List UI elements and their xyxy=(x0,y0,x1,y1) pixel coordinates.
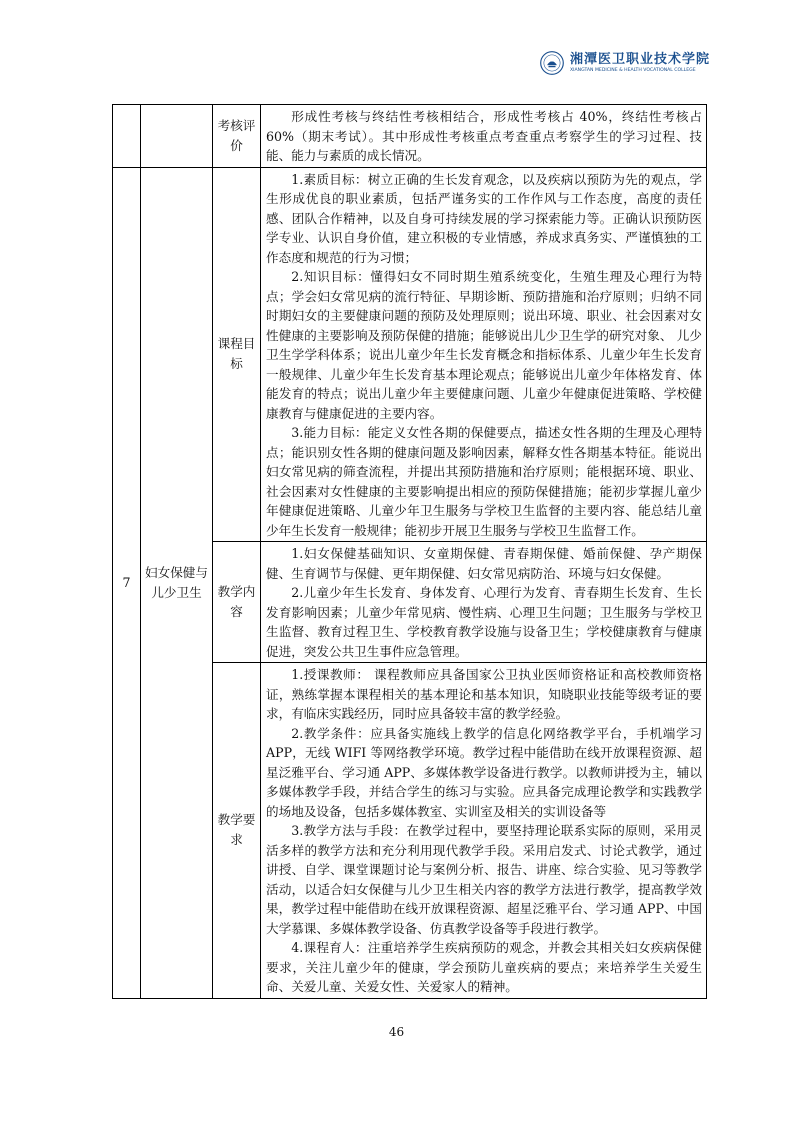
content-paragraph: 1.妇女保健基础知识、女童期保健、青春期保健、婚前保健、孕产期保健、生育调节与保健、更年期保健、妇女常见病防治、环境与妇女保健。 xyxy=(266,546,702,581)
requirements-label: 教学要求 xyxy=(213,663,261,999)
logo-english-name: XIANGTAN MEDICINE & HEALTH VOCATIONAL COLLEGE xyxy=(569,67,696,73)
course-number: 7 xyxy=(113,167,141,998)
objective-paragraph: 2.知识目标：懂得妇女不同时期生殖系统变化，生殖生理及心理行为特点；学会妇女常见病的流行特征、早期诊断、预防措施和治疗原则；归纳不同时期妇女的主要健康问题的预防及处理原则；说出环境、职业、社会因素对女性健康的主要影响及预防保健的措施；能够说出儿少卫生学的研究对象、 儿少卫生学学科体系；说出儿童少年生长发育概念和指标体系、儿童少年生长发育一般规律、儿童少年生长发育基本理论观点；能够说出儿童少年体格发育、体能发育的特点；说出儿童少年主要健康问题、儿童少年健康促进策略、学校健康教育与健康促进的主要内容。 xyxy=(266,269,702,421)
course-cell-empty xyxy=(141,105,213,168)
college-seal-icon xyxy=(540,46,564,80)
logo-chinese-name: 湘潭医卫职业技术学院 xyxy=(569,51,710,67)
requirement-paragraph: 3.教学方法与手段：在教学过程中，要坚持理论联系实际的原则，采用灵活多样的教学方法和充分利用现代教学手段。采用启发式、讨论式教学，通过讲授、自学、课堂课题讨论与案例分析、报告、讲座、综合实验、见习等教学活动，以适合妇女保健与儿少卫生相关内容的教学方法进行教学，提高教学效果，教学过程中能借助在线开放课程资源、超星泛雅平台、学习通 APP、中国大学慕课、多媒体教学设备、仿真教学设备等手段进行教学。 xyxy=(266,823,702,936)
assessment-label: 考核评价 xyxy=(213,105,261,168)
requirement-paragraph: 2.教学条件：应具备实施线上教学的信息化网络教学平台，手机端学习 APP，无线 WIFI 等网络教学环境。教学过程中能借助在线开放课程资源、超星泛雅平台、学习通 APP、多媒体教学设备进行教学。以教师讲授为主，辅以多媒体教学手段，并结合学生的练习与实验。应具备完成理论教学和实践教学的场地及设备，包括多媒体教室、实训室及相关的实训设备等 xyxy=(266,725,702,819)
course-table xyxy=(112,104,707,999)
college-logo xyxy=(540,44,710,82)
objectives-row xyxy=(113,167,707,542)
requirement-paragraph: 1.授课教师： 课程教师应具备国家公卫执业医师资格证和高校教师资格证，熟练掌握本课程相关的基本理论和基本知识，知晓职业技能等级考证的要求，有临床实践经历，同时应具备较丰富的教学经验。 xyxy=(266,667,702,721)
assessment-text: 形成性考核与终结性考核相结合，形成性考核占 40%，终结性考核占 60%（期末考试）。其中形成性考核重点考查重点考察学生的学习过程、技能、能力与素质的成长情况。 xyxy=(266,109,702,163)
assessment-content xyxy=(261,105,707,168)
number-cell-empty xyxy=(113,105,141,168)
objectives-content xyxy=(261,167,707,542)
objective-paragraph: 3.能力目标：能定义女性各期的保健要点，描述女性各期的生理及心理特点；能识别女性各期的健康问题及影响因素，解释女性各期基本特征。能说出妇女常见病的筛查流程，并提出其预防措施和治疗原则；能根据环境、职业、社会因素对女性健康的主要影响提出相应的预防保健措施；能初步掌握儿童少年健康促进策略、儿童少年卫生服务与学校卫生监督的主要内容、能总结儿童少年生长发育一般规律；能初步开展卫生服务与学校卫生监督工作。 xyxy=(266,425,702,538)
page-number: 46 xyxy=(388,1025,405,1039)
content-paragraph: 2.儿童少年生长发育、身体发育、心理行为发育、青春期生长发育、生长发育影响因素；儿童少年常见病、慢性病、心理卫生问题；卫生服务与学校卫生监督、教育过程卫生、学校教育教学设施与设备卫生；学校健康教育与健康促进，突发公共卫生事件应急管理。 xyxy=(266,585,702,659)
course-name: 妇女保健与儿少卫生 xyxy=(141,167,213,998)
content-content xyxy=(261,542,707,663)
content-label: 教学内容 xyxy=(213,542,261,663)
requirement-paragraph: 4.课程育人：注重培养学生疾病预防的观念，并教会其相关妇女疾病保健要求，关注儿童少年的健康，学会预防儿童疾病的要点；来培养学生关爱生命、关爱儿童、关爱女性、关爱家人的精神。 xyxy=(266,940,702,994)
assessment-row xyxy=(113,105,707,168)
objective-paragraph: 1.素质目标：树立正确的生长发育观念，以及疾病以预防为先的观点，学生形成优良的职业素质，包括严谨务实的工作作风与工作态度，高度的责任感、团队合作精神，以及自身可持续发展的学习探索能力等。正确认识预防医学专业、认识自身价值，建立积极的专业情感，养成求真务实、严谨慎独的工作态度和规范的行为习惯； xyxy=(266,171,702,265)
objectives-label: 课程目标 xyxy=(213,167,261,542)
requirements-content xyxy=(261,663,707,999)
